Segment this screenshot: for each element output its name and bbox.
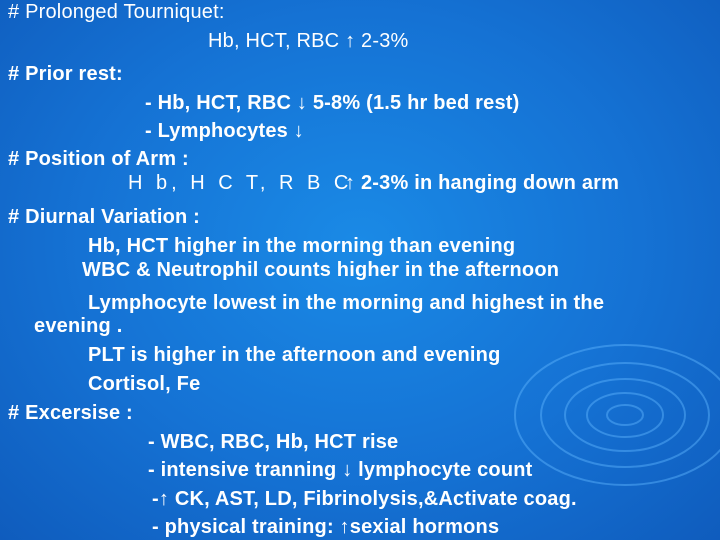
- text-line: - Hb, HCT, RBC ↓ 5-8% (1.5 hr bed rest): [145, 92, 520, 114]
- heading-diurnal-variation: # Diurnal Variation :: [8, 206, 201, 228]
- text-line: - Lymphocytes ↓: [145, 120, 304, 142]
- text-line: H b, H C T, R B C: [128, 172, 353, 194]
- text-line: - WBC, RBC, Hb, HCT rise: [148, 431, 399, 453]
- heading-position-of-arm: # Position of Arm :: [8, 148, 189, 170]
- text-line: evening .: [34, 315, 123, 337]
- text-line: Lymphocyte lowest in the morning and highest in the: [88, 292, 605, 314]
- text-line: - intensive tranning ↓ lymphocyte count: [148, 459, 533, 481]
- text-line: WBC & Neutrophil counts higher in the afternoon: [82, 259, 560, 281]
- heading-excersise: # Excersise :: [8, 402, 133, 424]
- text-line: -↑ CK, AST, LD, Fibrinolysis,&Activate coag.: [152, 488, 577, 510]
- text-line: ↑ 2-3% in hanging down arm: [345, 172, 620, 194]
- text-line: - physical training: ↑sexial hormons: [152, 516, 500, 538]
- heading-prior-rest: # Prior rest:: [8, 63, 123, 85]
- text-line: Hb, HCT higher in the morning than evening: [88, 235, 516, 257]
- text-line: PLT is higher in the afternoon and evening: [88, 344, 501, 366]
- text-line: Cortisol, Fe: [88, 373, 201, 395]
- text-line: Hb, HCT, RBC ↑ 2-3%: [208, 30, 409, 52]
- heading-prolonged-tourniquet: # Prolonged Tourniquet:: [8, 1, 225, 23]
